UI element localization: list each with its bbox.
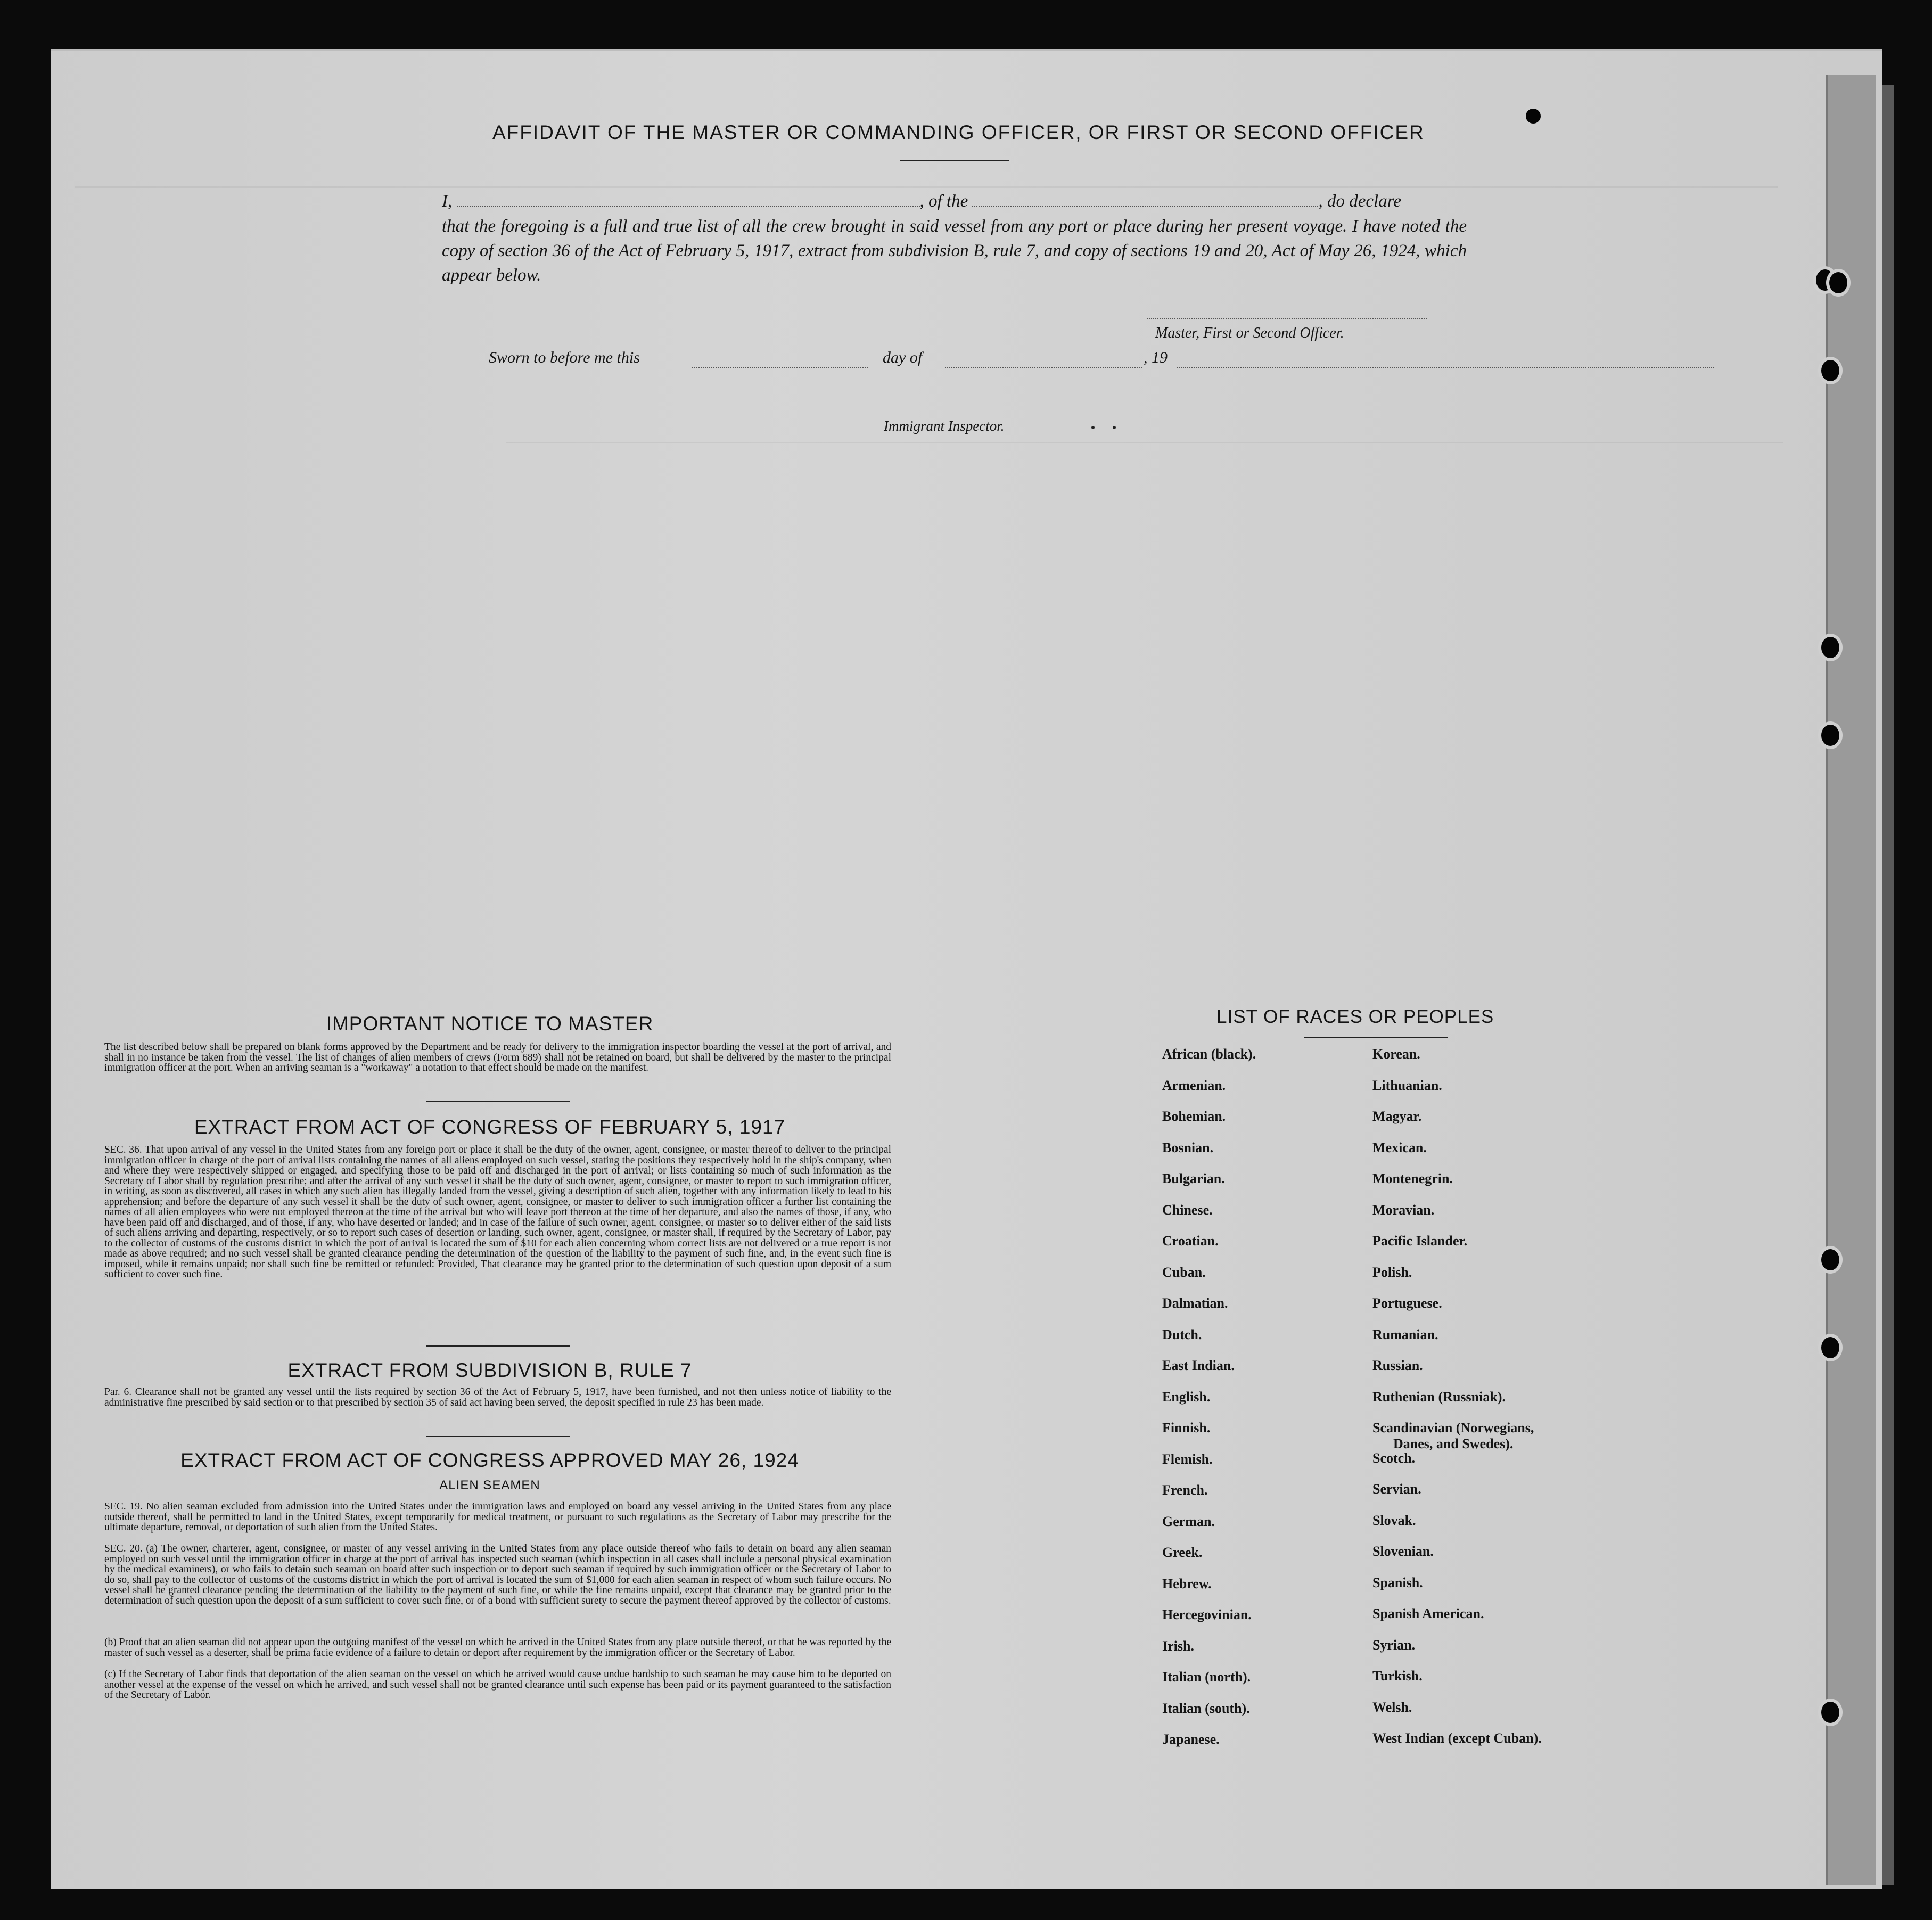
race-item: Slovenian. bbox=[1372, 1544, 1434, 1559]
day-of-label: day of bbox=[883, 349, 923, 366]
race-item: Portuguese. bbox=[1372, 1295, 1442, 1311]
extract-1917-text: SEC. 36. That upon arrival of any vessel in the United States from any foreign port or place it shall be the duty of the owner, agent, consignee, or master thereof to deliver to the principal immigration officer in charge of the port of arrival lists containing the names of all aliens employed on such vessel, stating the positions they respectively hold in the ship's company, when and where they were respectively shipped or engaged, and specifying those to be paid off and discharged in the port of arrival; or lists containing so much of such information as the Secretary of Labor shall by regulation prescribe; and after the arrival of any such vessel it shall be the duty of such owner, agent, consignee, or master to report to such immigration officer, in writing, as soon as discovered, all cases in which any such alien has illegally landed from the vessel, giving a description of such alien, together with any information likely to lead to his apprehension; and before the departure of any such vessel it shall be the duty of such owner, agent, consignee, or master to deliver to such immigration officer a further list containing the names of all alien employees who were not employed thereon at the time of the arrival but who will leave port thereon at the time of her departure, and also the names of those, if any, who have been paid off and discharged, and of those, if any, who have deserted or landed; and in case of the failure of such owner, agent, consignee, or master so to deliver either of the said lists of such aliens arriving and departing, respectively, or so to report such cases of desertion or landing, such owner, agent, consignee, or master shall, if required by the Secretary of Labor, pay to the collector of customs of the customs district in which the port of arrival is located the sum of $10 for each alien concerning whom correct lists are not delivered or a true report is not made as above required; and no such vessel shall be granted clearance pending the determination of the question of the liability to the payment of such fine, and, in the event such fine is imposed, while it remains unpaid; nor shall such fine be remitted or refunded: Provided, That clearance may be granted prior to the determination of such question upon deposit of a sum sufficient to cover such fine. bbox=[104, 1144, 891, 1280]
ink-speck bbox=[1091, 426, 1095, 429]
subdivision-b-text: Par. 6. Clearance shall not be granted any vessel until the lists required by section 36 of the Act of February 5, 1917, have been furnished, and not then unless notice of liability to the administrative fine prescribed by said section or to that prescribed by section 35 of said act having been served, the deposit specified in rule 23 has been made. bbox=[104, 1386, 891, 1408]
race-item: Korean. bbox=[1372, 1046, 1420, 1062]
race-item: Welsh. bbox=[1372, 1699, 1412, 1715]
sworn-day-field[interactable] bbox=[692, 367, 868, 368]
section-divider bbox=[426, 1436, 570, 1437]
race-item: Scandinavian (Norwegians, Danes, and Swedes). bbox=[1372, 1420, 1534, 1451]
races-list-title: LIST OF RACES OR PEOPLES bbox=[1216, 1006, 1494, 1027]
year-label: , 19 bbox=[1144, 349, 1168, 366]
race-item: Finnish. bbox=[1162, 1420, 1211, 1435]
sworn-year-field[interactable] bbox=[1177, 367, 1714, 368]
section-20b-text: (b) Proof that an alien seaman did not appear upon the outgoing manifest of the vessel on which he arrived in the United States from any place outside thereof, or that he was reported by the master of such vessel as a deserter, shall be prima facie evidence of a failure to detain or deport after requirement by the immigration officer or the Secretary of Labor. bbox=[104, 1637, 891, 1659]
race-item: East Indian. bbox=[1162, 1358, 1235, 1373]
race-item: Turkish. bbox=[1372, 1668, 1423, 1684]
race-item: Armenian. bbox=[1162, 1077, 1226, 1093]
race-item: Syrian. bbox=[1372, 1637, 1416, 1653]
race-item: Mexican. bbox=[1372, 1139, 1427, 1155]
officer-name-field[interactable] bbox=[457, 190, 920, 207]
race-item: Bulgarian. bbox=[1162, 1171, 1225, 1186]
race-item: Irish. bbox=[1162, 1638, 1194, 1654]
notice-title: IMPORTANT NOTICE TO MASTER bbox=[326, 1013, 654, 1035]
bleed-through-line bbox=[506, 442, 1783, 443]
binder-hole-icon bbox=[1818, 721, 1843, 749]
race-item: Chinese. bbox=[1162, 1202, 1213, 1218]
extract-1924-title: EXTRACT FROM ACT OF CONGRESS APPROVED MAY 26, 1924 bbox=[180, 1449, 799, 1471]
race-item: Montenegrin. bbox=[1372, 1171, 1453, 1186]
race-item: Croatian. bbox=[1162, 1233, 1219, 1249]
race-item: German. bbox=[1162, 1513, 1215, 1529]
race-item: Dutch. bbox=[1162, 1326, 1202, 1342]
inspector-label: Immigrant Inspector. bbox=[884, 418, 1005, 434]
binder-hole-icon bbox=[1818, 1334, 1843, 1361]
section-divider bbox=[426, 1345, 570, 1347]
binder-hole-icon bbox=[1826, 269, 1851, 297]
back-sheet-edge bbox=[1826, 75, 1876, 1885]
page-edge-shadow bbox=[1882, 85, 1894, 1885]
section-19-text: SEC. 19. No alien seaman excluded from admission into the United States under the immigration laws and employed on board any vessel arriving in the United States from any place outside thereof, shall be permitted to land in the United States, except temporarily for medical treatment, or pursuant to such regulations as the Secretary of Labor may prescribe for the ultimate departure, removal, or deportation of such alien from the United States. bbox=[104, 1501, 891, 1533]
race-item: Cuban. bbox=[1162, 1264, 1206, 1280]
race-item: African (black). bbox=[1162, 1046, 1256, 1062]
affidavit-title: AFFIDAVIT OF THE MASTER OR COMMANDING OFFICER, OR FIRST OR SECOND OFFICER bbox=[492, 121, 1425, 143]
race-item: Moravian. bbox=[1372, 1202, 1435, 1218]
race-item: Ruthenian (Russniak). bbox=[1372, 1389, 1506, 1405]
binder-hole-icon bbox=[1818, 357, 1843, 384]
race-item: Russian. bbox=[1372, 1358, 1423, 1373]
alien-seamen-subtitle: ALIEN SEAMEN bbox=[439, 1478, 540, 1492]
section-20a-text: SEC. 20. (a) The owner, charterer, agent, consignee, or master of any vessel arriving in the United States from any place outside thereof who fails to detain on board any alien seaman employed on such vessel until the immigration officer in charge at the port of arrival has inspected such seaman (which inspection in all cases shall include a personal physical examination by the medical examiners), or who fails to detain such seaman on board after such inspection or to deport such seaman if required by such immigration officer or the Secretary of Labor to do so, shall pay to the collector of customs of the customs district in which the port of arrival is located the sum of $1,000 for each alien seaman in respect of whom such failure occurs. No vessel shall be granted clearance pending the determination of the liability to the payment of such fine, or while the fine remains unpaid, except that clearance may be granted prior to the determination of such question upon the deposit of a sum sufficient to cover such fine, or of a bond with sufficient surety to secure the payment thereof approved by the collector of customs. bbox=[104, 1543, 891, 1606]
race-item: Hercegovinian. bbox=[1162, 1607, 1252, 1622]
sworn-label: Sworn to before me this bbox=[489, 349, 640, 366]
affidavit-body: that the foregoing is a full and true list of all the crew brought in said vessel from any port or place during her present voyage. I have noted the copy of section 36 of the Act of February 5, 1917, extract from subdivision B, rule 7, and copy of sections 19 and 20, Act of May 26, 1924, which appear below. bbox=[442, 217, 1467, 285]
affidavit-first-line bbox=[442, 189, 1467, 214]
race-item: Servian. bbox=[1372, 1481, 1421, 1497]
ink-speck bbox=[1113, 426, 1116, 429]
race-item: Scotch. bbox=[1372, 1450, 1416, 1466]
binder-hole-icon bbox=[1818, 1699, 1843, 1726]
race-item: Flemish. bbox=[1162, 1451, 1213, 1467]
race-item: Spanish American. bbox=[1372, 1606, 1484, 1621]
section-divider bbox=[426, 1101, 570, 1102]
notice-text: The list described below shall be prepared on blank forms approved by the Department and be ready for delivery to the immigration inspector boarding the vessel at the port of arrival, and shall in no instance be taken from the vessel. The list of changes of alien members of crews (Form 689) shall not be retained on board, but shall be delivered by the master to the principal immigration officer at the port. When an arriving seaman is a "workaway" a notation to that effect should be made on the manifest. bbox=[104, 1041, 891, 1073]
title-rule bbox=[900, 160, 1009, 161]
binder-hole-icon bbox=[1818, 634, 1843, 661]
bleed-through-line bbox=[75, 186, 1778, 188]
race-item: Dalmatian. bbox=[1162, 1295, 1228, 1311]
race-item: Japanese. bbox=[1162, 1732, 1220, 1747]
document-page bbox=[51, 49, 1882, 1889]
race-item: Magyar. bbox=[1372, 1109, 1422, 1124]
races-title-rule bbox=[1304, 1037, 1448, 1038]
race-item: Pacific Islander. bbox=[1372, 1233, 1468, 1249]
master-signature-line[interactable] bbox=[1147, 318, 1427, 319]
sworn-month-field[interactable] bbox=[945, 367, 1142, 368]
race-item: Hebrew. bbox=[1162, 1576, 1212, 1591]
race-item: Slovak. bbox=[1372, 1512, 1416, 1528]
extract-1917-title: EXTRACT FROM ACT OF CONGRESS OF FEBRUARY 5, 1917 bbox=[194, 1116, 786, 1138]
race-item: Lithuanian. bbox=[1372, 1077, 1442, 1093]
race-item: English. bbox=[1162, 1389, 1211, 1405]
race-item: Italian (south). bbox=[1162, 1700, 1250, 1716]
section-20c-text: (c) If the Secretary of Labor finds that deportation of the alien seaman on the vessel on which he arrived would cause undue hardship to such seaman he may cause him to be deported on another vessel at the expense of the vessel on which he arrived, and such vessel shall not be granted clearance until such expense has been paid or its payment guaranteed to the satisfaction of the Secretary of Labor. bbox=[104, 1669, 891, 1701]
race-item: West Indian (except Cuban). bbox=[1372, 1730, 1542, 1746]
subdivision-b-title: EXTRACT FROM SUBDIVISION B, RULE 7 bbox=[287, 1359, 692, 1381]
affidavit-i-label: I, bbox=[442, 192, 453, 211]
race-item: Spanish. bbox=[1372, 1574, 1423, 1590]
master-signature-label: Master, First or Second Officer. bbox=[1155, 325, 1344, 341]
affidavit-of-label: , of the bbox=[919, 192, 968, 211]
vessel-name-field[interactable] bbox=[972, 190, 1318, 207]
race-item: Greek. bbox=[1162, 1545, 1203, 1560]
affidavit-declare-label: , do declare bbox=[1318, 192, 1401, 211]
race-item: Bosnian. bbox=[1162, 1139, 1214, 1155]
binder-hole-icon bbox=[1818, 1246, 1843, 1274]
race-item: Italian (north). bbox=[1162, 1669, 1251, 1685]
race-item: Bohemian. bbox=[1162, 1109, 1226, 1124]
race-item: Rumanian. bbox=[1372, 1326, 1438, 1342]
race-item: Polish. bbox=[1372, 1264, 1412, 1280]
punch-hole-icon bbox=[1523, 105, 1544, 127]
race-item: French. bbox=[1162, 1482, 1208, 1498]
